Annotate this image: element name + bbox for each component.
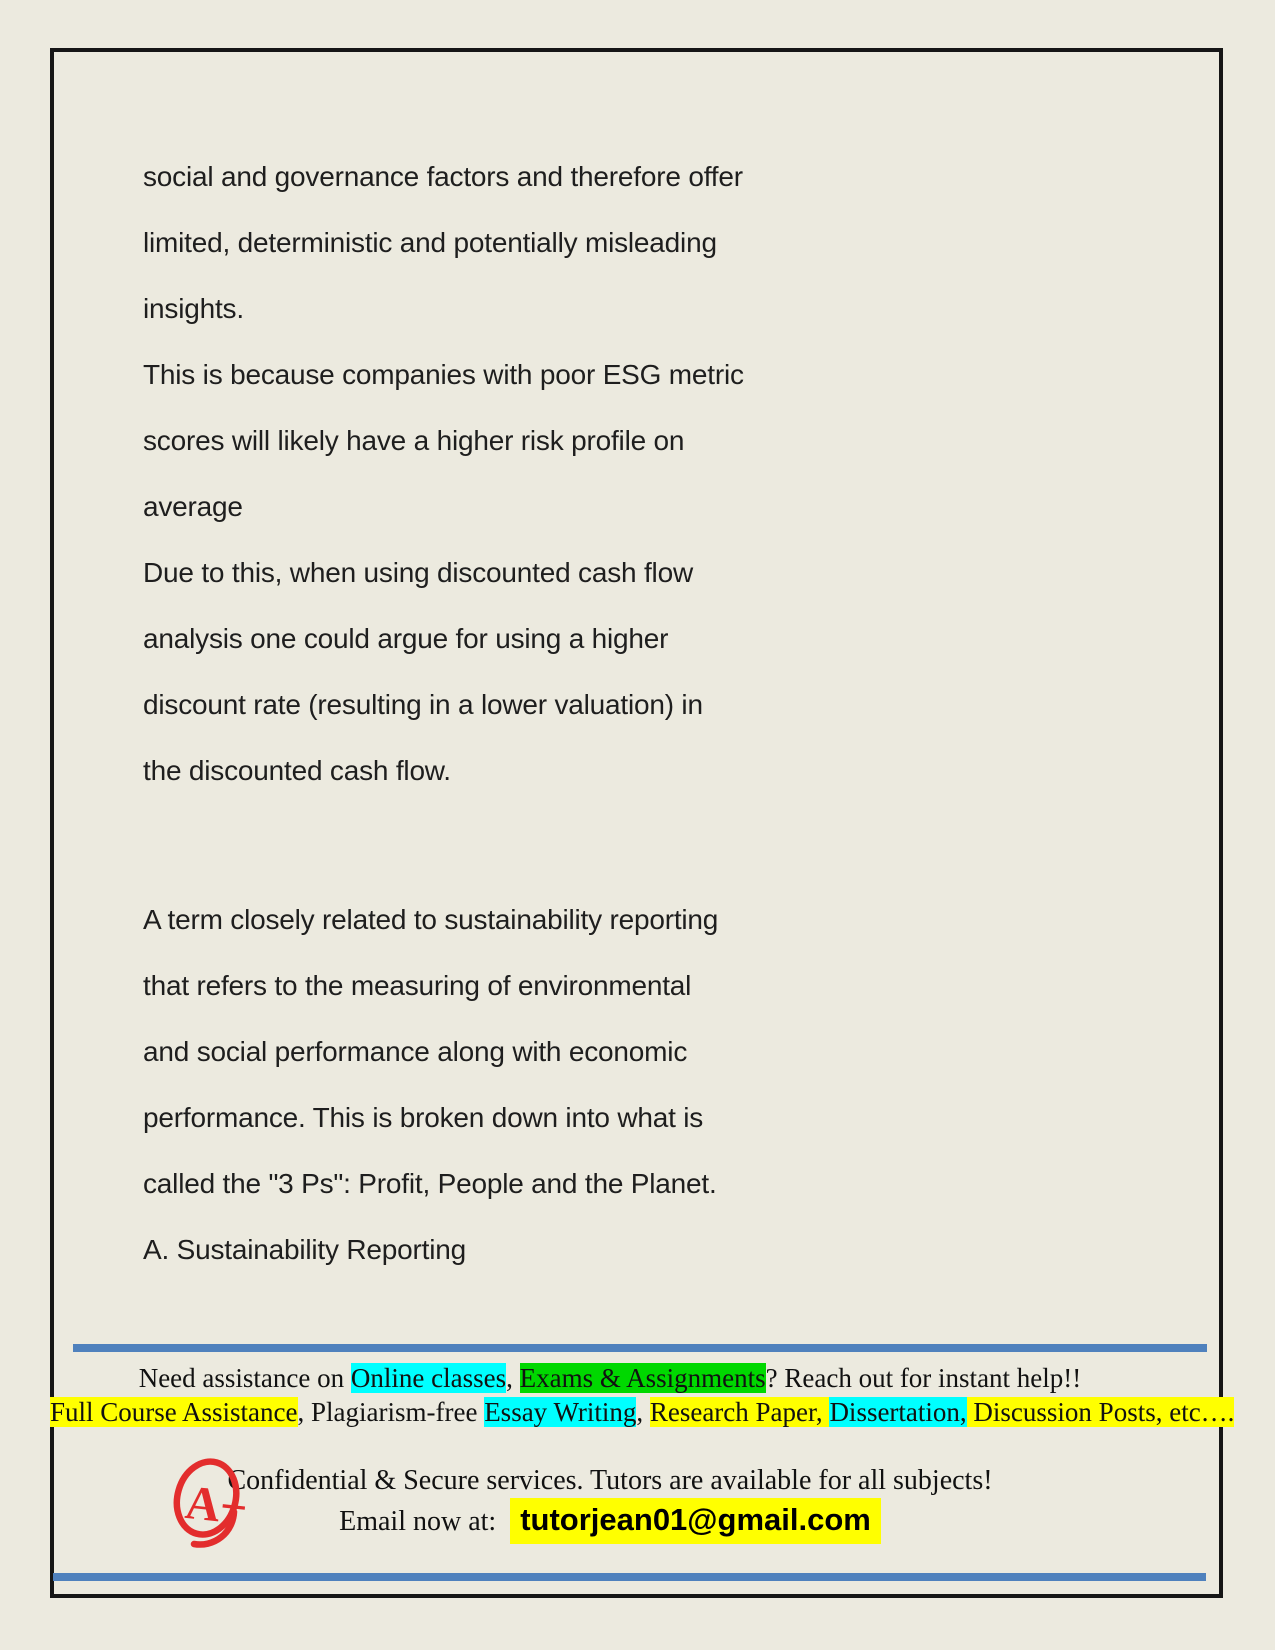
footer-text-segment: Research Paper, [649, 1397, 830, 1427]
top-divider-rule [73, 1344, 1207, 1352]
body-paragraph-2 [143, 887, 883, 1283]
footer-text-segment: , [636, 1397, 650, 1427]
a-plus-logo-icon [164, 1450, 248, 1554]
body-text-line: and social performance along with economic [143, 1036, 688, 1067]
logo-text: A+ [182, 1476, 248, 1536]
body-text-line: performance. This is broken down into what is [143, 1102, 704, 1133]
footer-assistance-line [50, 1362, 1170, 1395]
body-text-line: analysis one could argue for using a higher [143, 623, 669, 654]
body-text-line: social and governance factors and therefore offer [143, 161, 743, 192]
email-address: tutorjean01@gmail.com [510, 1498, 881, 1544]
footer-text-segment: ? Reach out for instant help!! [765, 1363, 1082, 1393]
bottom-divider-rule [53, 1573, 1206, 1581]
footer-text-segment: , Plagiarism-free [297, 1397, 485, 1427]
body-text-line: discount rate (resulting in a lower valuation) in [143, 689, 703, 720]
footer-text-segment: Exams & Assignments [519, 1363, 766, 1393]
body-text-line: scores will likely have a higher risk profile on [143, 425, 685, 456]
footer-text-segment: , [506, 1363, 520, 1393]
body-text-line: called the "3 Ps": Profit, People and the Planet. [143, 1168, 717, 1199]
body-text-line: insights. [143, 293, 244, 324]
body-text-line: Due to this, when using discounted cash flow [143, 557, 693, 588]
body-text-line: A. Sustainability Reporting [143, 1234, 466, 1265]
a-plus-logo [164, 1450, 248, 1554]
body-text-line: average [143, 491, 243, 522]
body-text-line: limited, deterministic and potentially misleading [143, 227, 717, 258]
email-label: Email now at: [339, 1506, 497, 1537]
body-paragraph-1 [143, 144, 883, 804]
body-text-line: the discounted cash flow. [143, 755, 451, 786]
body-text-line: that refers to the measuring of environmental [143, 970, 692, 1001]
body-text-line: A term closely related to sustainability reporting [143, 904, 719, 935]
footer-services-line [50, 1396, 1235, 1429]
footer-text-segment: Dissertation, [829, 1397, 967, 1427]
footer-text-segment: Discussion Posts, etc…. [966, 1397, 1235, 1427]
footer-text-segment: Full Course Assistance [50, 1397, 298, 1427]
body-text-line: This is because companies with poor ESG metric [143, 359, 744, 390]
footer-text-segment: Essay Writing [484, 1397, 637, 1427]
footer-text-segment: Online classes [350, 1363, 507, 1393]
footer-confidential-line: Confidential & Secure services. Tutors are available for all subjects! [227, 1465, 993, 1496]
footer-text-segment: Need assistance on [138, 1363, 351, 1393]
